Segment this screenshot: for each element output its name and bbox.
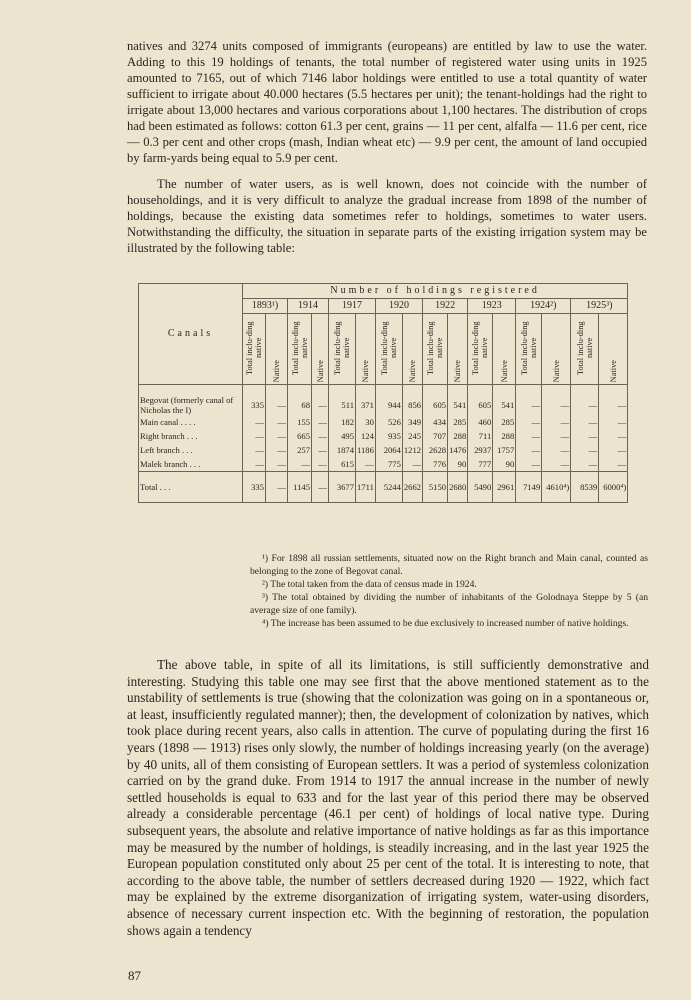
total-including-native-header: Total inclu-ding native <box>329 314 356 385</box>
table-cell: — <box>243 443 266 457</box>
table-cell: — <box>571 429 599 443</box>
table-cell: 541 <box>448 385 468 416</box>
total-including-native-header: Total inclu-ding native <box>375 314 402 385</box>
table-cell: 2961 <box>493 472 516 503</box>
table-cell: — <box>266 429 288 443</box>
year-header: 1922 <box>423 299 468 314</box>
table-cell: 460 <box>468 415 493 429</box>
table-cell: 68 <box>288 385 312 416</box>
paragraph-analysis: The above table, in spite of all its limitations, is still sufficiently demonstrative and interesting. Studying this table one may see first that the above mentioned statement as to the unstability of settlements is true (showing that the colonization was going on in a spontaneous or, at least, insufficiently regulated manner); then, the development of colonization by natives, which took place during recent years, also calls in attention. The curve of populating during the first 16 years (1898 — 1913) rises only slowly, the number of holdings increasing yearly (on the average) by 40 units, all of them consisting of European settlers. It was a period of systemless colonization carried on by the grand duke. From 1914 to 1917 the annual increase in the number of newly settled households is equal to 633 and for the last year of this period there may be observed already a considerable percentage (46.1 per cent) of holdings of local native type. During subsequent years, the absolute and relative importance of native holdings as far as this importance may be measured by the number of holdings, is steadily increasing, and in the last year 1925 the European population constituted only about 25 per cent of the total. It is interesting to note, that according to the above table, the number of settlers decreased during 1920 — 1922, which fact may be explained by the extreme disorganization of irrigating system, water-using disorders, absence of necessary current inspection etc. With the beginning of restoration, the population shows again a tendency <box>127 657 649 938</box>
table-cell: 5244 <box>375 472 402 503</box>
table-cell: 155 <box>288 415 312 429</box>
table-cell: — <box>312 385 329 416</box>
table-cell: — <box>288 457 312 472</box>
table-cell: — <box>599 415 628 429</box>
table-cell: 288 <box>493 429 516 443</box>
table-cell: 1711 <box>356 472 376 503</box>
native-header: Native <box>266 314 288 385</box>
table-cell: — <box>356 457 376 472</box>
table-cell: — <box>312 443 329 457</box>
table-cell: 124 <box>356 429 376 443</box>
table-cell: 288 <box>448 429 468 443</box>
native-header: Native <box>356 314 376 385</box>
table-cell: — <box>599 457 628 472</box>
canals-column-header: Canals <box>139 284 243 385</box>
year-header: 1914 <box>288 299 329 314</box>
table-cell: 3677 <box>329 472 356 503</box>
table-cell: 5150 <box>423 472 448 503</box>
table-cell: 511 <box>329 385 356 416</box>
table-cell: 5490 <box>468 472 493 503</box>
table-cell: 4610⁴) <box>542 472 571 503</box>
table-cell: 245 <box>402 429 422 443</box>
native-header: Native <box>542 314 571 385</box>
table-cell: 335 <box>243 472 266 503</box>
year-header: 1920 <box>375 299 422 314</box>
table-cell: 7149 <box>516 472 542 503</box>
table-cell: 30 <box>356 415 376 429</box>
holdings-table <box>138 283 628 503</box>
canal-name: Left branch . . . <box>139 443 243 457</box>
table-cell: — <box>312 472 329 503</box>
table-cell: 1145 <box>288 472 312 503</box>
footnote: ³) The total obtained by dividing the number of inhabitants of the Golodnaya Steppe by 5 (an average size of one family). <box>250 592 648 616</box>
table-cell: 526 <box>375 415 402 429</box>
total-including-native-header: Total inclu-ding native <box>288 314 312 385</box>
table-cell: — <box>542 443 571 457</box>
year-header: 1893¹) <box>243 299 288 314</box>
canal-name: Main canal . . . . <box>139 415 243 429</box>
table-row <box>139 472 628 503</box>
table-cell: 856 <box>402 385 422 416</box>
table-cell: 182 <box>329 415 356 429</box>
table-cell: 615 <box>329 457 356 472</box>
native-header: Native <box>448 314 468 385</box>
table-cell: 8539 <box>571 472 599 503</box>
table-cell: — <box>571 443 599 457</box>
table-cell: 434 <box>423 415 448 429</box>
canal-name: Malek branch . . . <box>139 457 243 472</box>
table-cell: — <box>266 472 288 503</box>
table-cell: — <box>599 429 628 443</box>
year-header: 1917 <box>329 299 376 314</box>
table-cell: — <box>542 415 571 429</box>
table-cell: — <box>571 457 599 472</box>
table-cell: — <box>312 429 329 443</box>
table-cell: 665 <box>288 429 312 443</box>
paragraph-water-users: natives and 3274 units composed of immigrants (europeans) are entitled by law to use the water. Adding to this 19 holdings of tenants, the total number of registered water using units in 1925 amounted to 7165, out of which 7146 labor holdings were entitled to use a total quantity of water sufficient to irrigate about 40.000 hectares (5.5 hectares per unit); the tenant-holdings had the right to irrigate about 13,000 hectares and various corporations about 1,100 hectares. The distribution of crops had been estimated as follows: cotton 61.3 per cent, grains — 11 per cent, alfalfa — 11.6 per cent, rice — 0.3 per cent and other crops (mash, Indian wheat etc) — 9.9 per cent, the amount of land occupied by farm-yards being equal to 5.9 per cent. <box>127 39 647 165</box>
total-including-native-header: Total inclu-ding native <box>516 314 542 385</box>
table-cell: — <box>516 415 542 429</box>
table-cell: 777 <box>468 457 493 472</box>
table-cell: 541 <box>493 385 516 416</box>
total-including-native-header: Total inclu-ding native <box>468 314 493 385</box>
footnote: ¹) For 1898 all russian settlements, situated now on the Right branch and Main canal, counted as belonging to the zone of Begovat canal. <box>250 553 648 577</box>
table-row <box>139 385 628 416</box>
footnote: ⁴) The increase has been assumed to be due exclusively to increased number of native holdings. <box>262 618 629 629</box>
table-cell: 605 <box>468 385 493 416</box>
table-cell: 257 <box>288 443 312 457</box>
canal-name: Total . . . <box>139 472 243 503</box>
table-cell: — <box>402 457 422 472</box>
table-cell: 6000⁴) <box>599 472 628 503</box>
table-cell: — <box>571 415 599 429</box>
footnote: ²) The total taken from the data of census made in 1924. <box>262 579 477 590</box>
footnotes <box>250 552 648 630</box>
table-body <box>139 385 628 503</box>
table-row <box>139 457 628 472</box>
table-cell: 335 <box>243 385 266 416</box>
table-cell: 605 <box>423 385 448 416</box>
table-cell: 1874 <box>329 443 356 457</box>
canal-name: Right branch . . . <box>139 429 243 443</box>
table-span-header: Number of holdings registered <box>243 284 628 299</box>
table-cell: — <box>312 457 329 472</box>
year-header: 1923 <box>468 299 516 314</box>
table-cell: — <box>599 385 628 416</box>
table-cell: 1757 <box>493 443 516 457</box>
table-cell: — <box>312 415 329 429</box>
table-cell: — <box>542 457 571 472</box>
table-row <box>139 415 628 429</box>
table-cell: 2064 <box>375 443 402 457</box>
table-cell: 285 <box>493 415 516 429</box>
table-cell: — <box>542 385 571 416</box>
table-cell: 90 <box>493 457 516 472</box>
year-header: 1925³) <box>571 299 628 314</box>
canal-name: Begovat (formerly canal of Nicholas the I) <box>139 385 243 416</box>
table-cell: — <box>516 385 542 416</box>
total-including-native-header: Total inclu-ding native <box>243 314 266 385</box>
table-cell: 349 <box>402 415 422 429</box>
table-cell: 707 <box>423 429 448 443</box>
table-cell: 776 <box>423 457 448 472</box>
table-cell: — <box>266 385 288 416</box>
page-number: 87 <box>128 968 141 983</box>
native-header: Native <box>312 314 329 385</box>
table-cell: 1186 <box>357 445 374 455</box>
table-row <box>139 429 628 443</box>
native-header: Native <box>402 314 422 385</box>
table-cell: — <box>516 443 542 457</box>
table-cell: 90 <box>448 457 468 472</box>
table-cell: 2937 <box>468 443 493 457</box>
table-cell: 711 <box>468 429 493 443</box>
table-cell: 775 <box>375 457 402 472</box>
native-header: Native <box>599 314 628 385</box>
table-cell: 2680 <box>448 472 468 503</box>
table-cell: — <box>266 415 288 429</box>
table-cell: 2662 <box>402 472 422 503</box>
total-including-native-header: Total inclu-ding native <box>423 314 448 385</box>
native-header: Native <box>493 314 516 385</box>
table-cell: — <box>243 429 266 443</box>
table-cell: — <box>266 443 288 457</box>
table-cell: 285 <box>448 415 468 429</box>
table-cell: — <box>243 415 266 429</box>
table-cell: 935 <box>375 429 402 443</box>
table-cell: — <box>266 457 288 472</box>
table-cell: — <box>516 457 542 472</box>
table-row <box>139 443 628 457</box>
paragraph-holdings-intro: The number of water users, as is well known, does not coincide with the number of householdings, and it is very difficult to analyze the gradual increase from 1898 of the number of holdings, because the existing data sometimes refer to holdings, sometimes to water users. Notwithstanding the difficulty, the situation in separate parts of the existing irrigation system may be illustrated by the following table: <box>127 177 647 255</box>
table-cell: — <box>571 385 599 416</box>
table-cell: — <box>516 429 542 443</box>
table-cell: 1212 <box>403 445 422 455</box>
total-including-native-header: Total inclu-ding native <box>571 314 599 385</box>
table-cell: 2628 <box>423 443 448 457</box>
table-cell: 495 <box>329 429 356 443</box>
year-header: 1924²) <box>516 299 571 314</box>
table-cell: 1476 <box>449 445 467 455</box>
table-cell: — <box>599 443 628 457</box>
table-cell: 371 <box>356 385 376 416</box>
table-cell: — <box>542 429 571 443</box>
table-cell: 944 <box>375 385 402 416</box>
table-cell: — <box>243 457 266 472</box>
